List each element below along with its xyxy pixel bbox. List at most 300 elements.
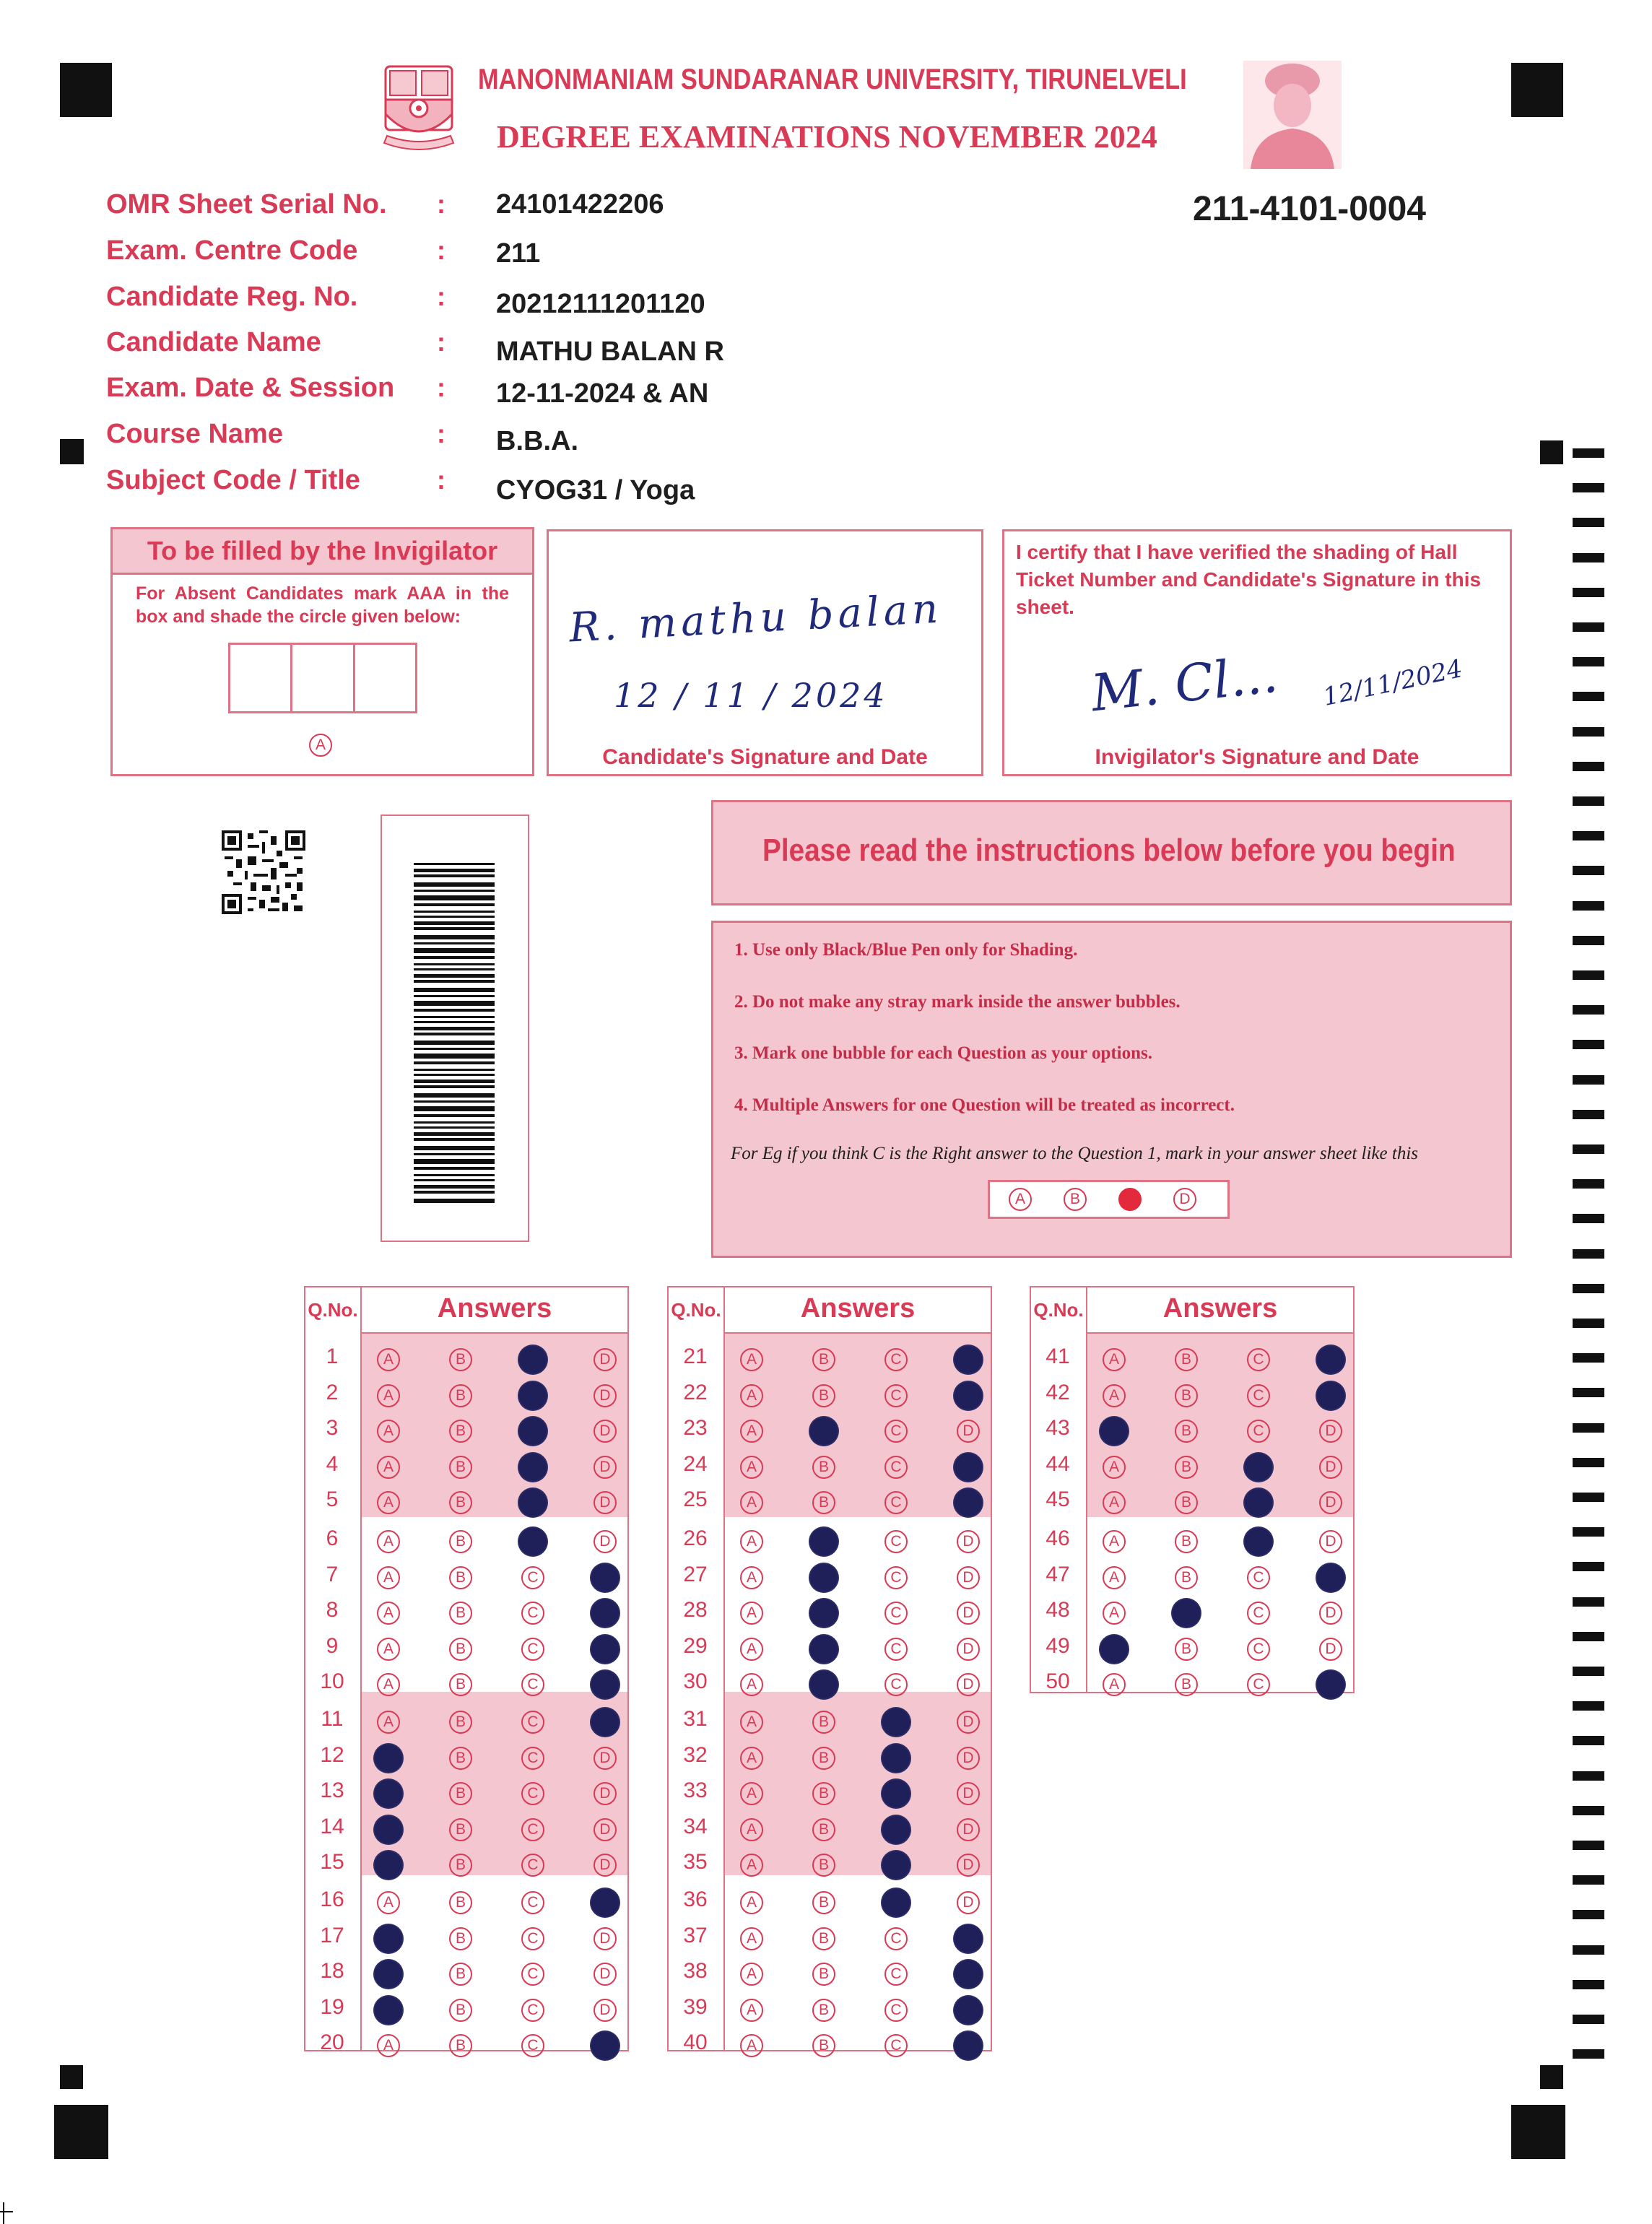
question-number: 6 <box>326 1526 339 1550</box>
answer-bubble-22-c[interactable]: C <box>884 1384 908 1407</box>
question-number: 20 <box>320 2030 344 2055</box>
answer-bubble-33-d[interactable]: D <box>957 1782 980 1805</box>
answer-bubble-47-d[interactable] <box>1317 1564 1344 1591</box>
question-number: 24 <box>683 1451 708 1476</box>
barcode-bar <box>414 869 495 872</box>
answer-bubble-44-b[interactable]: B <box>1175 1456 1198 1479</box>
answer-bubble-14-c[interactable]: C <box>521 1818 544 1841</box>
registration-mark-top-right <box>1511 63 1563 117</box>
answer-bubble-32-a[interactable]: A <box>740 1747 763 1770</box>
answer-bubble-41-c[interactable]: C <box>1247 1348 1270 1371</box>
answer-bubble-38-a[interactable]: A <box>740 1963 763 1986</box>
answer-bubble-50-a[interactable]: A <box>1103 1673 1126 1696</box>
answer-bubble-48-d[interactable]: D <box>1319 1602 1342 1625</box>
answer-bubble-32-d[interactable]: D <box>957 1747 980 1770</box>
answer-bubble-19-b[interactable]: B <box>449 1999 472 2022</box>
answer-bubble-4-b[interactable]: B <box>449 1456 472 1479</box>
barcode-bar <box>414 1100 495 1103</box>
answer-bubble-15-d[interactable]: D <box>594 1854 617 1877</box>
crop-mark-left-v <box>3 2202 4 2224</box>
answer-bubble-34-c[interactable] <box>882 1816 910 1843</box>
answer-bubble-1-b[interactable]: B <box>449 1348 472 1371</box>
answer-bubble-14-d[interactable]: D <box>594 1818 617 1841</box>
answer-bubble-50-d[interactable] <box>1317 1671 1344 1698</box>
answer-bubble-45-d[interactable]: D <box>1319 1491 1342 1514</box>
timing-mark <box>1573 448 1604 458</box>
answer-bubble-34-a[interactable]: A <box>740 1818 763 1841</box>
answer-bubble-9-d[interactable] <box>591 1636 619 1663</box>
answer-bubble-35-b[interactable]: B <box>812 1854 835 1877</box>
answer-bubble-42-b[interactable]: B <box>1175 1384 1198 1407</box>
answer-bubble-29-c[interactable]: C <box>884 1638 908 1661</box>
answer-bubble-13-a[interactable] <box>375 1780 402 1807</box>
answer-bubble-3-a[interactable]: A <box>377 1420 400 1443</box>
timing-mark <box>1573 1562 1604 1571</box>
answer-bubble-38-d[interactable] <box>955 1960 982 1988</box>
candidate-signature-date: 12 / 11 / 2024 <box>614 676 888 715</box>
answer-bubble-12-b[interactable]: B <box>449 1747 472 1770</box>
answer-bubble-5-d[interactable]: D <box>594 1491 617 1514</box>
answer-bubble-36-d[interactable]: D <box>957 1891 980 1914</box>
answer-bubble-41-b[interactable]: B <box>1175 1348 1198 1371</box>
answer-bubble-42-a[interactable]: A <box>1103 1384 1126 1407</box>
answer-bubble-43-c[interactable]: C <box>1247 1420 1270 1443</box>
answer-bubble-26-a[interactable]: A <box>740 1530 763 1553</box>
answer-bubble-19-a[interactable] <box>375 1997 402 2024</box>
answer-bubble-33-b[interactable]: B <box>812 1782 835 1805</box>
absent-instruction: For Absent Candidates mark AAA in the box and shade the circle given below: <box>136 583 509 627</box>
answer-bubble-7-a[interactable]: A <box>377 1566 400 1589</box>
invigilator-signature-box <box>1002 529 1512 776</box>
answer-bubble-37-b[interactable]: B <box>812 1927 835 1950</box>
question-number: 14 <box>320 1814 344 1838</box>
barcode-bar <box>414 921 495 925</box>
question-number: 50 <box>1045 1669 1070 1694</box>
barcode-bar <box>414 948 495 953</box>
question-number: 10 <box>320 1669 344 1694</box>
barcode-bar <box>414 1085 495 1088</box>
answer-bubble-21-d[interactable] <box>955 1346 982 1373</box>
answer-bubble-2-b[interactable]: B <box>449 1384 472 1407</box>
answer-bubble-3-c[interactable] <box>519 1417 547 1445</box>
question-number: 15 <box>320 1850 344 1875</box>
answer-bubble-26-c[interactable]: C <box>884 1530 908 1553</box>
university-crest-icon <box>381 64 456 157</box>
invigilator-signature: M. Cl... <box>1088 644 1281 724</box>
answer-bubble-46-b[interactable]: B <box>1175 1530 1198 1553</box>
answer-bubble-40-c[interactable]: C <box>884 2034 908 2057</box>
answer-bubble-12-d[interactable]: D <box>594 1747 617 1770</box>
answers-header: Answers <box>437 1293 552 1324</box>
timing-mark <box>1573 970 1604 980</box>
answer-bubble-49-c[interactable]: C <box>1247 1638 1270 1661</box>
timing-mark <box>1573 1284 1604 1293</box>
answer-bubble-43-a[interactable] <box>1100 1417 1128 1445</box>
answer-bubble-18-c[interactable]: C <box>521 1963 544 1986</box>
answer-bubble-20-c[interactable]: C <box>521 2034 544 2057</box>
question-number: 40 <box>683 2030 708 2055</box>
absent-mark-boxes[interactable] <box>228 643 417 713</box>
answer-bubble-1-c[interactable] <box>519 1346 547 1373</box>
answer-bubble-24-b[interactable]: B <box>812 1456 835 1479</box>
question-number: 2 <box>326 1380 339 1404</box>
answer-bubble-29-a[interactable]: A <box>740 1638 763 1661</box>
candidate-signature-caption: Candidate's Signature and Date <box>602 745 928 769</box>
field-colon: : <box>437 327 445 357</box>
answer-bubble-37-d[interactable] <box>955 1925 982 1952</box>
answer-bubble-2-d[interactable]: D <box>594 1384 617 1407</box>
answer-bubble-19-c[interactable]: C <box>521 1999 544 2022</box>
question-number: 34 <box>683 1814 708 1838</box>
answer-bubble-28-c[interactable]: C <box>884 1602 908 1625</box>
answer-bubble-39-a[interactable]: A <box>740 1999 763 2022</box>
answer-bubble-22-a[interactable]: A <box>740 1384 763 1407</box>
answer-bubble-8-a[interactable]: A <box>377 1602 400 1625</box>
qno-header: Q.No. <box>671 1299 721 1321</box>
barcode-bar <box>414 1191 495 1194</box>
barcode-bar <box>414 1159 495 1164</box>
barcode-bar <box>414 1021 495 1023</box>
answer-bubble-8-c[interactable]: C <box>521 1602 544 1625</box>
answer-bubble-44-a[interactable]: A <box>1103 1456 1126 1479</box>
question-number: 33 <box>683 1778 708 1803</box>
answer-bubble-10-c[interactable]: C <box>521 1673 544 1696</box>
answer-bubble-13-b[interactable]: B <box>449 1782 472 1805</box>
answer-bubble-44-c[interactable] <box>1245 1454 1272 1481</box>
answer-bubble-40-b[interactable]: B <box>812 2034 835 2057</box>
answer-bubble-4-c[interactable] <box>519 1454 547 1481</box>
answer-bubble-20-b[interactable]: B <box>449 2034 472 2057</box>
instruction-2: 2. Do not make any stray mark inside the answer bubbles. <box>734 992 1181 1012</box>
answer-bubble-39-b[interactable]: B <box>812 1999 835 2022</box>
answer-bubble-49-a[interactable] <box>1100 1636 1128 1663</box>
question-number: 11 <box>321 1707 344 1731</box>
answer-bubble-37-a[interactable]: A <box>740 1927 763 1950</box>
answer-bubble-42-d[interactable] <box>1317 1382 1344 1409</box>
answer-bubble-16-a[interactable]: A <box>377 1891 400 1914</box>
answer-bubble-39-c[interactable]: C <box>884 1999 908 2022</box>
answer-bubble-23-b[interactable] <box>810 1417 838 1445</box>
answer-bubble-22-b[interactable]: B <box>812 1384 835 1407</box>
timing-mark <box>1573 1179 1604 1189</box>
answer-bubble-11-b[interactable]: B <box>449 1711 472 1734</box>
answer-bubble-11-a[interactable]: A <box>377 1711 400 1734</box>
barcode-bar <box>414 980 495 983</box>
answer-bubble-31-c[interactable] <box>882 1708 910 1736</box>
answer-bubble-6-b[interactable]: B <box>449 1530 472 1553</box>
absent-mark-box-3[interactable] <box>355 643 417 713</box>
answer-bubble-5-b[interactable]: B <box>449 1491 472 1514</box>
timing-mark <box>1573 1458 1604 1467</box>
answer-bubble-21-b[interactable]: B <box>812 1348 835 1371</box>
barcode-bar <box>414 903 495 906</box>
answer-bubble-28-b[interactable] <box>810 1599 838 1627</box>
answer-bubble-2-c[interactable] <box>519 1382 547 1409</box>
answer-bubble-33-c[interactable] <box>882 1780 910 1807</box>
answer-bubble-23-a[interactable]: A <box>740 1420 763 1443</box>
answer-bubble-3-d[interactable]: D <box>594 1420 617 1443</box>
answer-bubble-31-d[interactable]: D <box>957 1711 980 1734</box>
answer-bubble-26-d[interactable]: D <box>957 1530 980 1553</box>
answer-bubble-27-a[interactable]: A <box>740 1566 763 1589</box>
answer-bubble-7-d[interactable] <box>591 1564 619 1591</box>
answer-bubble-40-a[interactable]: A <box>740 2034 763 2057</box>
answer-bubble-31-a[interactable]: A <box>740 1711 763 1734</box>
field-value: MATHU BALAN R <box>496 336 724 367</box>
barcode <box>414 863 495 1201</box>
question-number: 21 <box>683 1345 708 1368</box>
answer-bubble-36-b[interactable]: B <box>812 1891 835 1914</box>
timing-mark <box>1573 1005 1604 1015</box>
answer-bubble-50-c[interactable]: C <box>1247 1673 1270 1696</box>
barcode-bar <box>414 988 495 992</box>
answer-bubble-19-d[interactable]: D <box>594 1999 617 2022</box>
invigilator-certification: I certify that I have verified the shading of Hall Ticket Number and Candidate's Signature in this sheet. <box>1016 541 1482 618</box>
answer-bubble-17-d[interactable]: D <box>594 1927 617 1950</box>
answer-bubble-47-a[interactable]: A <box>1103 1566 1126 1589</box>
answer-bubble-5-a[interactable]: A <box>377 1491 400 1514</box>
question-number: 37 <box>683 1923 708 1947</box>
candidate-signature: R. mathu balan <box>568 585 944 652</box>
answer-bubble-35-d[interactable]: D <box>957 1854 980 1877</box>
answer-bubble-27-d[interactable]: D <box>957 1566 980 1589</box>
question-number: 43 <box>1045 1416 1070 1441</box>
answer-bubble-47-b[interactable]: B <box>1175 1566 1198 1589</box>
answer-bubble-28-d[interactable]: D <box>957 1602 980 1625</box>
answer-bubble-36-a[interactable]: A <box>740 1891 763 1914</box>
question-number: 46 <box>1045 1526 1070 1550</box>
barcode-bar <box>414 1074 495 1076</box>
answer-bubble-46-d[interactable]: D <box>1319 1530 1342 1553</box>
answer-bubble-22-d[interactable] <box>955 1382 982 1409</box>
answer-bubble-15-c[interactable]: C <box>521 1854 544 1877</box>
answer-bubble-4-a[interactable]: A <box>377 1456 400 1479</box>
answer-bubble-6-c[interactable] <box>519 1528 547 1555</box>
answer-bubble-8-b[interactable]: B <box>449 1602 472 1625</box>
answer-bubble-49-b[interactable]: B <box>1175 1638 1198 1661</box>
answer-bubble-42-c[interactable]: C <box>1247 1384 1270 1407</box>
field-value: CYOG31 / Yoga <box>496 475 695 505</box>
question-number: 12 <box>320 1742 344 1767</box>
timing-mark <box>1573 1214 1604 1223</box>
timing-mark <box>1573 692 1604 701</box>
answer-bubble-37-c[interactable]: C <box>884 1927 908 1950</box>
instruction-4: 4. Multiple Answers for one Question will be treated as incorrect. <box>734 1095 1235 1115</box>
timing-mark <box>1573 1040 1604 1049</box>
answer-bubble-30-c[interactable]: C <box>884 1673 908 1696</box>
registration-mark-mid-right <box>1540 440 1563 464</box>
answer-bubble-27-c[interactable]: C <box>884 1566 908 1589</box>
barcode-bar <box>414 1126 495 1129</box>
invigilator-box-title: To be filled by the Invigilator <box>113 529 532 575</box>
field-colon: : <box>437 373 445 402</box>
answer-bubble-13-c[interactable]: C <box>521 1782 544 1805</box>
answer-bubble-12-a[interactable] <box>375 1745 402 1772</box>
timing-mark <box>1573 553 1604 562</box>
answer-bubble-24-c[interactable]: C <box>884 1456 908 1479</box>
answer-bubble-7-c[interactable]: C <box>521 1566 544 1589</box>
answer-bubble-18-a[interactable] <box>375 1960 402 1988</box>
barcode-bar <box>414 874 495 877</box>
answer-bubble-20-a[interactable]: A <box>377 2034 400 2057</box>
answer-bubble-38-b[interactable]: B <box>812 1963 835 1986</box>
sheet-code: 211-4101-0004 <box>1193 190 1426 228</box>
answer-bubble-12-c[interactable]: C <box>521 1747 544 1770</box>
answer-bubble-26-b[interactable] <box>810 1528 838 1555</box>
answer-bubble-9-a[interactable]: A <box>377 1638 400 1661</box>
field-value: 24101422206 <box>496 189 664 220</box>
answer-bubble-32-b[interactable]: B <box>812 1747 835 1770</box>
answer-bubble-9-b[interactable]: B <box>449 1638 472 1661</box>
answer-bubble-41-d[interactable] <box>1317 1346 1344 1373</box>
answer-bubble-24-d[interactable] <box>955 1454 982 1481</box>
answer-bubble-29-d[interactable]: D <box>957 1638 980 1661</box>
timing-mark <box>1573 1875 1604 1885</box>
answer-bubble-17-b[interactable]: B <box>449 1927 472 1950</box>
question-number: 25 <box>683 1487 708 1512</box>
answer-bubble-14-a[interactable] <box>375 1816 402 1843</box>
answer-bubble-28-a[interactable]: A <box>740 1602 763 1625</box>
answer-bubble-3-b[interactable]: B <box>449 1420 472 1443</box>
answer-bubble-45-a[interactable]: A <box>1103 1491 1126 1514</box>
answer-bubble-43-b[interactable]: B <box>1175 1420 1198 1443</box>
absent-mark-box-1[interactable] <box>228 643 292 713</box>
answer-bubble-10-b[interactable]: B <box>449 1673 472 1696</box>
answer-bubble-36-c[interactable] <box>882 1889 910 1916</box>
answer-bubble-7-b[interactable]: B <box>449 1566 472 1589</box>
barcode-bar <box>414 1054 495 1059</box>
question-number: 32 <box>683 1742 708 1767</box>
answer-bubble-48-a[interactable]: A <box>1103 1602 1126 1625</box>
answer-bubble-23-c[interactable]: C <box>884 1420 908 1443</box>
answer-bubble-33-a[interactable]: A <box>740 1782 763 1805</box>
answer-bubble-35-a[interactable]: A <box>740 1854 763 1877</box>
answer-bubble-47-c[interactable]: C <box>1247 1566 1270 1589</box>
answer-bubble-29-b[interactable] <box>810 1636 838 1663</box>
answer-bubble-27-b[interactable] <box>810 1564 838 1591</box>
example-bubble-row <box>988 1180 1230 1219</box>
answer-bubble-34-b[interactable]: B <box>812 1818 835 1841</box>
barcode-bar <box>414 1061 495 1064</box>
answer-bubble-50-b[interactable]: B <box>1175 1673 1198 1696</box>
answer-bubble-18-d[interactable]: D <box>594 1963 617 1986</box>
example-bubble-d: D <box>1173 1188 1196 1211</box>
answer-bubble-46-c[interactable] <box>1245 1528 1272 1555</box>
answer-bubble-45-b[interactable]: B <box>1175 1491 1198 1514</box>
answer-bubble-48-c[interactable]: C <box>1247 1602 1270 1625</box>
instructions-heading: Please read the instructions below before you begin <box>762 833 1456 868</box>
answer-bubble-32-c[interactable] <box>882 1745 910 1772</box>
candidate-signature-box <box>547 529 983 776</box>
qr-code <box>222 830 305 914</box>
question-number: 13 <box>320 1778 344 1803</box>
field-value: B.B.A. <box>496 426 578 456</box>
answer-bubble-1-a[interactable]: A <box>377 1348 400 1371</box>
answer-bubble-6-a[interactable]: A <box>377 1530 400 1553</box>
answer-bubble-46-a[interactable]: A <box>1103 1530 1126 1553</box>
timing-mark <box>1573 1945 1604 1955</box>
answer-bubble-48-b[interactable] <box>1173 1599 1200 1627</box>
answer-bubble-17-c[interactable]: C <box>521 1927 544 1950</box>
answer-bubble-23-d[interactable]: D <box>957 1420 980 1443</box>
answer-bubble-18-b[interactable]: B <box>449 1963 472 1986</box>
question-number: 9 <box>326 1633 339 1658</box>
answer-bubble-25-b[interactable]: B <box>812 1491 835 1514</box>
answer-bubble-34-d[interactable]: D <box>957 1818 980 1841</box>
answer-bubble-15-b[interactable]: B <box>449 1854 472 1877</box>
answer-bubble-16-b[interactable]: B <box>449 1891 472 1914</box>
answer-bubble-25-a[interactable]: A <box>740 1491 763 1514</box>
answer-bubble-6-d[interactable]: D <box>594 1530 617 1553</box>
answer-bubble-39-d[interactable] <box>955 1997 982 2024</box>
answer-bubble-30-d[interactable]: D <box>957 1673 980 1696</box>
answer-bubble-2-a[interactable]: A <box>377 1384 400 1407</box>
answer-bubble-4-d[interactable]: D <box>594 1456 617 1479</box>
exam-title: DEGREE EXAMINATIONS NOVEMBER 2024 <box>497 119 1157 155</box>
answer-bubble-16-c[interactable]: C <box>521 1891 544 1914</box>
answer-bubble-16-d[interactable] <box>591 1889 619 1916</box>
answer-bubble-25-c[interactable]: C <box>884 1491 908 1514</box>
answer-bubble-49-d[interactable]: D <box>1319 1638 1342 1661</box>
answer-bubble-1-d[interactable]: D <box>594 1348 617 1371</box>
field-value: 211 <box>496 238 541 269</box>
answer-bubble-11-d[interactable] <box>591 1708 619 1736</box>
barcode-bar <box>414 890 495 892</box>
question-number: 16 <box>320 1888 344 1911</box>
barcode-bar <box>414 1048 495 1050</box>
answer-bubble-44-d[interactable]: D <box>1319 1456 1342 1479</box>
answer-bubble-10-a[interactable]: A <box>377 1673 400 1696</box>
answer-bubble-20-d[interactable] <box>591 2032 619 2059</box>
field-colon: : <box>437 465 445 495</box>
answer-bubble-17-a[interactable] <box>375 1925 402 1952</box>
question-number: 47 <box>1045 1562 1070 1586</box>
answer-bubble-21-a[interactable]: A <box>740 1348 763 1371</box>
question-number: 31 <box>683 1707 708 1731</box>
timing-mark <box>1573 2015 1604 2024</box>
timing-mark <box>1573 1667 1604 1676</box>
barcode-bar <box>414 963 495 965</box>
absent-bubble[interactable]: A <box>309 734 332 757</box>
answer-bubble-13-d[interactable]: D <box>594 1782 617 1805</box>
example-bubble-a: A <box>1009 1188 1032 1211</box>
answer-bubble-31-b[interactable]: B <box>812 1711 835 1734</box>
answer-bubble-24-a[interactable]: A <box>740 1456 763 1479</box>
timing-mark <box>1573 796 1604 806</box>
barcode-bar <box>414 1041 495 1045</box>
barcode-bar <box>414 1009 495 1012</box>
answer-bubble-40-d[interactable] <box>955 2032 982 2059</box>
answer-bubble-11-c[interactable]: C <box>521 1711 544 1734</box>
answer-bubble-8-d[interactable] <box>591 1599 619 1627</box>
timing-mark <box>1573 1771 1604 1781</box>
answer-bubble-9-c[interactable]: C <box>521 1638 544 1661</box>
answer-bubble-43-d[interactable]: D <box>1319 1420 1342 1443</box>
barcode-bar <box>414 1146 495 1150</box>
qno-header: Q.No. <box>1033 1299 1084 1321</box>
answer-bubble-41-a[interactable]: A <box>1103 1348 1126 1371</box>
barcode-bar <box>414 942 495 944</box>
absent-mark-box-2[interactable] <box>292 643 355 713</box>
answer-bubble-38-c[interactable]: C <box>884 1963 908 1986</box>
barcode-bar <box>414 1001 495 1006</box>
answer-bubble-14-b[interactable]: B <box>449 1818 472 1841</box>
answer-bubble-30-a[interactable]: A <box>740 1673 763 1696</box>
answer-bubble-21-c[interactable]: C <box>884 1348 908 1371</box>
timing-mark <box>1573 1980 1604 1989</box>
barcode-bar <box>414 1138 495 1141</box>
barcode-bar <box>414 1106 495 1111</box>
